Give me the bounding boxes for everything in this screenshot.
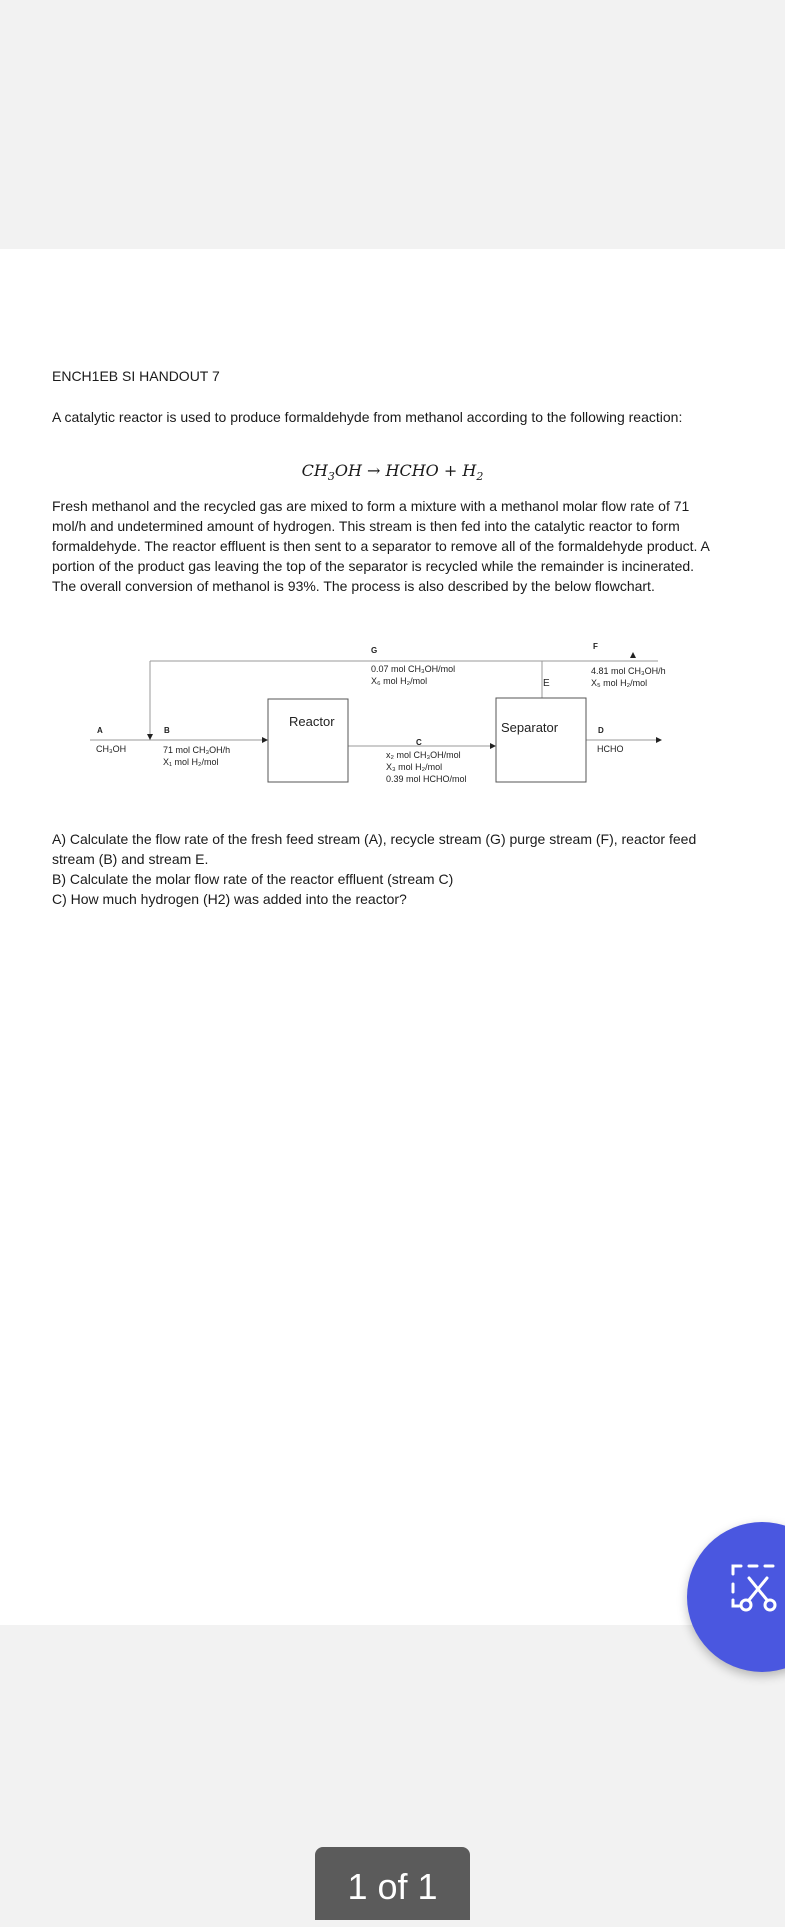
stream-G-line1: 0.07 mol CH₃OH/mol (371, 664, 456, 674)
process-flowchart (0, 634, 785, 809)
intro-paragraph: A catalytic reactor is used to produce formaldehyde from methanol according to the following reaction: (52, 409, 683, 425)
purge-arrowhead (630, 652, 636, 658)
stream-A-text: CH₃OH (96, 744, 127, 754)
reaction-equation: $CH_3OH$ → HCHO + $H_2$ (301, 461, 484, 484)
stream-B-line2: X₁ mol H₂/mol (163, 757, 219, 767)
stream-C-line1: x₂ mol CH₃OH/mol (386, 750, 461, 760)
stream-A-name: A (97, 726, 103, 735)
stream-B-name: B (164, 726, 170, 735)
document-title: ENCH1EB SI HANDOUT 7 (52, 368, 220, 384)
stream-D-text: HCHO (597, 744, 624, 754)
stream-F-name: F (593, 642, 598, 651)
document-page (0, 249, 785, 1625)
question-a: A) Calculate the flow rate of the fresh feed stream (A), recycle stream (G) purge stream (F), reactor feed stream (B) and stream E. (52, 831, 697, 867)
stream-G-name: G (371, 646, 378, 655)
reactor-box (268, 699, 348, 782)
stream-B-line1: 71 mol CH₃OH/h (163, 745, 231, 755)
stream-F-line2: X₅ mol H₂/mol (591, 678, 648, 688)
page-indicator: 1 of 1 (315, 1847, 470, 1920)
scissors-selection-icon (727, 1560, 785, 1620)
stream-D-name: D (598, 726, 604, 735)
stream-C-arrowhead (490, 743, 496, 749)
question-c: C) How much hydrogen (H2) was added into the reactor? (52, 891, 407, 907)
stream-C-line3: 0.39 mol HCHO/mol (386, 774, 467, 784)
separator-label: Separator (501, 720, 559, 735)
stream-G-line2: X₆ mol H₂/mol (371, 676, 428, 686)
stream-C-line2: X₃ mol H₂/mol (386, 762, 443, 772)
reactor-label: Reactor (289, 714, 335, 729)
stream-F-line1: 4.81 mol CH₃OH/h (591, 666, 666, 676)
stream-B-arrowhead (262, 737, 268, 743)
stream-D-arrowhead (656, 737, 662, 743)
question-b: B) Calculate the molar flow rate of the reactor effluent (stream C) (52, 871, 454, 887)
questions-list (52, 829, 732, 909)
recycle-arrowhead (147, 734, 153, 740)
stream-E-name: E (543, 678, 550, 689)
separator-box (496, 698, 586, 782)
description-paragraph: Fresh methanol and the recycled gas are mixed to form a mixture with a methanol molar flow rate of 71 mol/h and undetermined amount of hydrogen. This stream is then fed into the catalytic reactor to form formaldehyde. The reactor effluent is then sent to a separator to remove all of the formaldehyde product. A portion of the product gas leaving the top of the separator is recycled while the remainder is incinerated. The overall conversion of methanol is 93%. The process is also described by the below flowchart. (52, 498, 710, 594)
stream-C-name: C (416, 738, 422, 747)
